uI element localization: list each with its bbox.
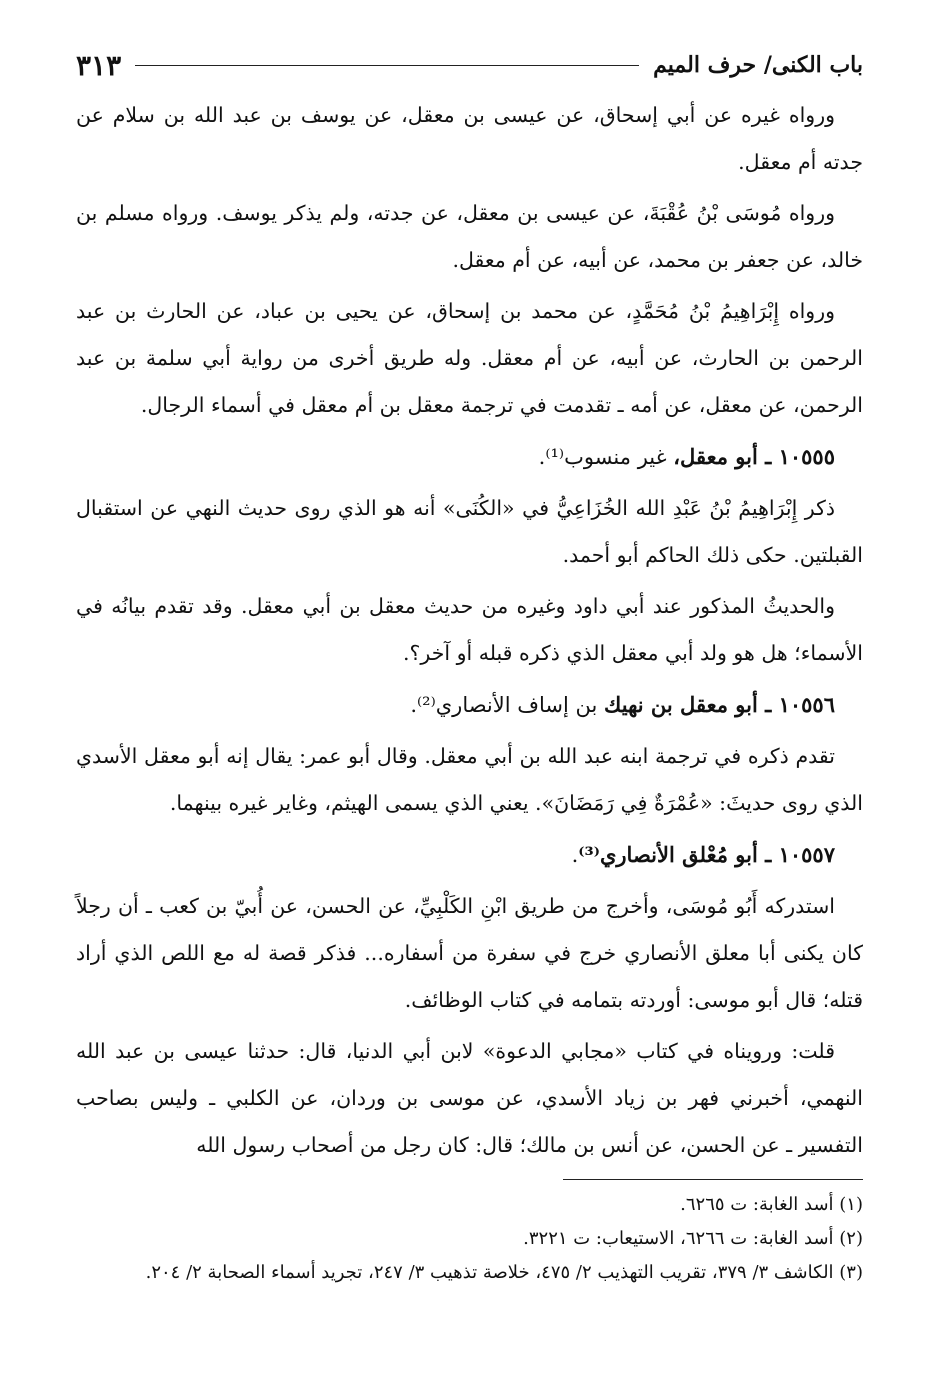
header-title: باب الكنى/ حرف الميم	[653, 52, 863, 78]
main-text	[76, 92, 863, 1169]
entry-rest: بن إساف الأنصاري⁽²⁾.	[410, 693, 605, 717]
entry-heading	[76, 831, 863, 879]
entry-head: ١٠٥٥٧ ـ أبو مُعْلق الأنصاري⁽³⁾	[578, 842, 835, 867]
footnote-list	[76, 1188, 863, 1290]
body-paragraph: استدركه أَبُو مُوسَى، وأخرج من طريق ابْنِ الكَلْبِيِّ، عن الحسن، عن أُبيّ بن كعب ـ أن رجلاً كان يكنى أبا معلق الأنصاري خرج في سفرة من أسفاره... فذكر قصة له مع اللص الذي أراد قتله؛ قال أبو موسى: أوردته بتمامه في كتاب الوظائف.	[76, 894, 863, 1012]
body-paragraph: قلت: ورويناه في كتاب «مجابي الدعوة» لابن أبي الدنيا، قال: حدثنا عيسى بن عبد الله النهمي، أخبرني فهر بن زياد الأسدي، عن موسى بن وردان، عن الكلبي ـ وليس بصاحب التفسير ـ عن الحسن، عن أنس بن مالك؛ قال: كان رجل من أصحاب رسول الله	[76, 1039, 863, 1157]
page-number: ٣١٣	[76, 48, 122, 82]
page-header	[76, 40, 863, 90]
footnote: (٢) أسد الغابة: ت ٦٢٦٦، الاستيعاب: ت ٣٢٢١.	[523, 1228, 863, 1249]
entry-head: ١٠٥٥٦ ـ أبو معقل بن نهيك	[604, 692, 835, 717]
entry-head: ١٠٥٥٥ ـ أبو معقل،	[673, 444, 835, 469]
header-rule	[135, 65, 639, 66]
entry-heading	[76, 433, 863, 481]
body-paragraph: والحديثُ المذكور عند أبي داود وغيره من حديث معقل بن أبي معقل. وقد تقدم بيانُه في الأسماء؛ هل هو ولد أبي معقل الذي ذكره قبله أو آخر؟.	[76, 594, 863, 665]
body-paragraph: ذكر إِبْرَاهِيمُ بْنُ عَبْدِ الله الخُزَاعِيُّ في «الكُنَى» أنه هو الذي روى حديث النهي عن استقبال القبلتين. حكى ذلك الحاكم أبو أحمد.	[76, 496, 863, 567]
footnote-rule	[563, 1179, 863, 1180]
body-paragraph: ورواه إِبْرَاهِيمُ بْنُ مُحَمَّدٍ، عن محمد بن إسحاق، عن يحيى بن عباد، عن الحارث بن عبد الرحمن بن الحارث، عن أبيه، عن أم معقل. وله طريق أخرى من رواية أبي سلمة بن عبد الرحمن، عن معقل، عن أمه ـ تقدمت في ترجمة معقل بن أم معقل في أسماء الرجال.	[76, 299, 863, 417]
body-paragraph: تقدم ذكره في ترجمة ابنه عبد الله بن أبي معقل. وقال أبو عمر: يقال إنه أبو معقل الأسدي الذي روى حديثَ: «عُمْرَةٌ فِي رَمَضَانَ». يعني الذي يسمى الهيثم، وغاير غيره بينهما.	[76, 744, 863, 815]
footnote: (٣) الكاشف ٣/ ٣٧٩، تقريب التهذيب ٢/ ٤٧٥، خلاصة تذهيب ٣/ ٢٤٧، تجريد أسماء الصحابة ٢/ ٢٠٤.	[145, 1262, 863, 1283]
entry-rest: .	[571, 843, 579, 867]
footnote: (١) أسد الغابة: ت ٦٢٦٥.	[680, 1194, 863, 1215]
footnotes	[76, 1179, 863, 1290]
body-paragraph: ورواه غيره عن أبي إسحاق، عن عيسى بن معقل، عن يوسف بن عبد الله بن سلام عن جدته أم معقل.	[76, 103, 863, 174]
entry-heading	[76, 681, 863, 729]
body-paragraph: ورواه مُوسَى بْنُ عُقْبَةَ، عن عيسى بن معقل، عن جدته، ولم يذكر يوسف. ورواه مسلم بن خالد، عن جعفر بن محمد، عن أبيه، عن أم معقل.	[76, 201, 863, 272]
entry-rest: غير منسوب⁽¹⁾.	[538, 445, 674, 469]
